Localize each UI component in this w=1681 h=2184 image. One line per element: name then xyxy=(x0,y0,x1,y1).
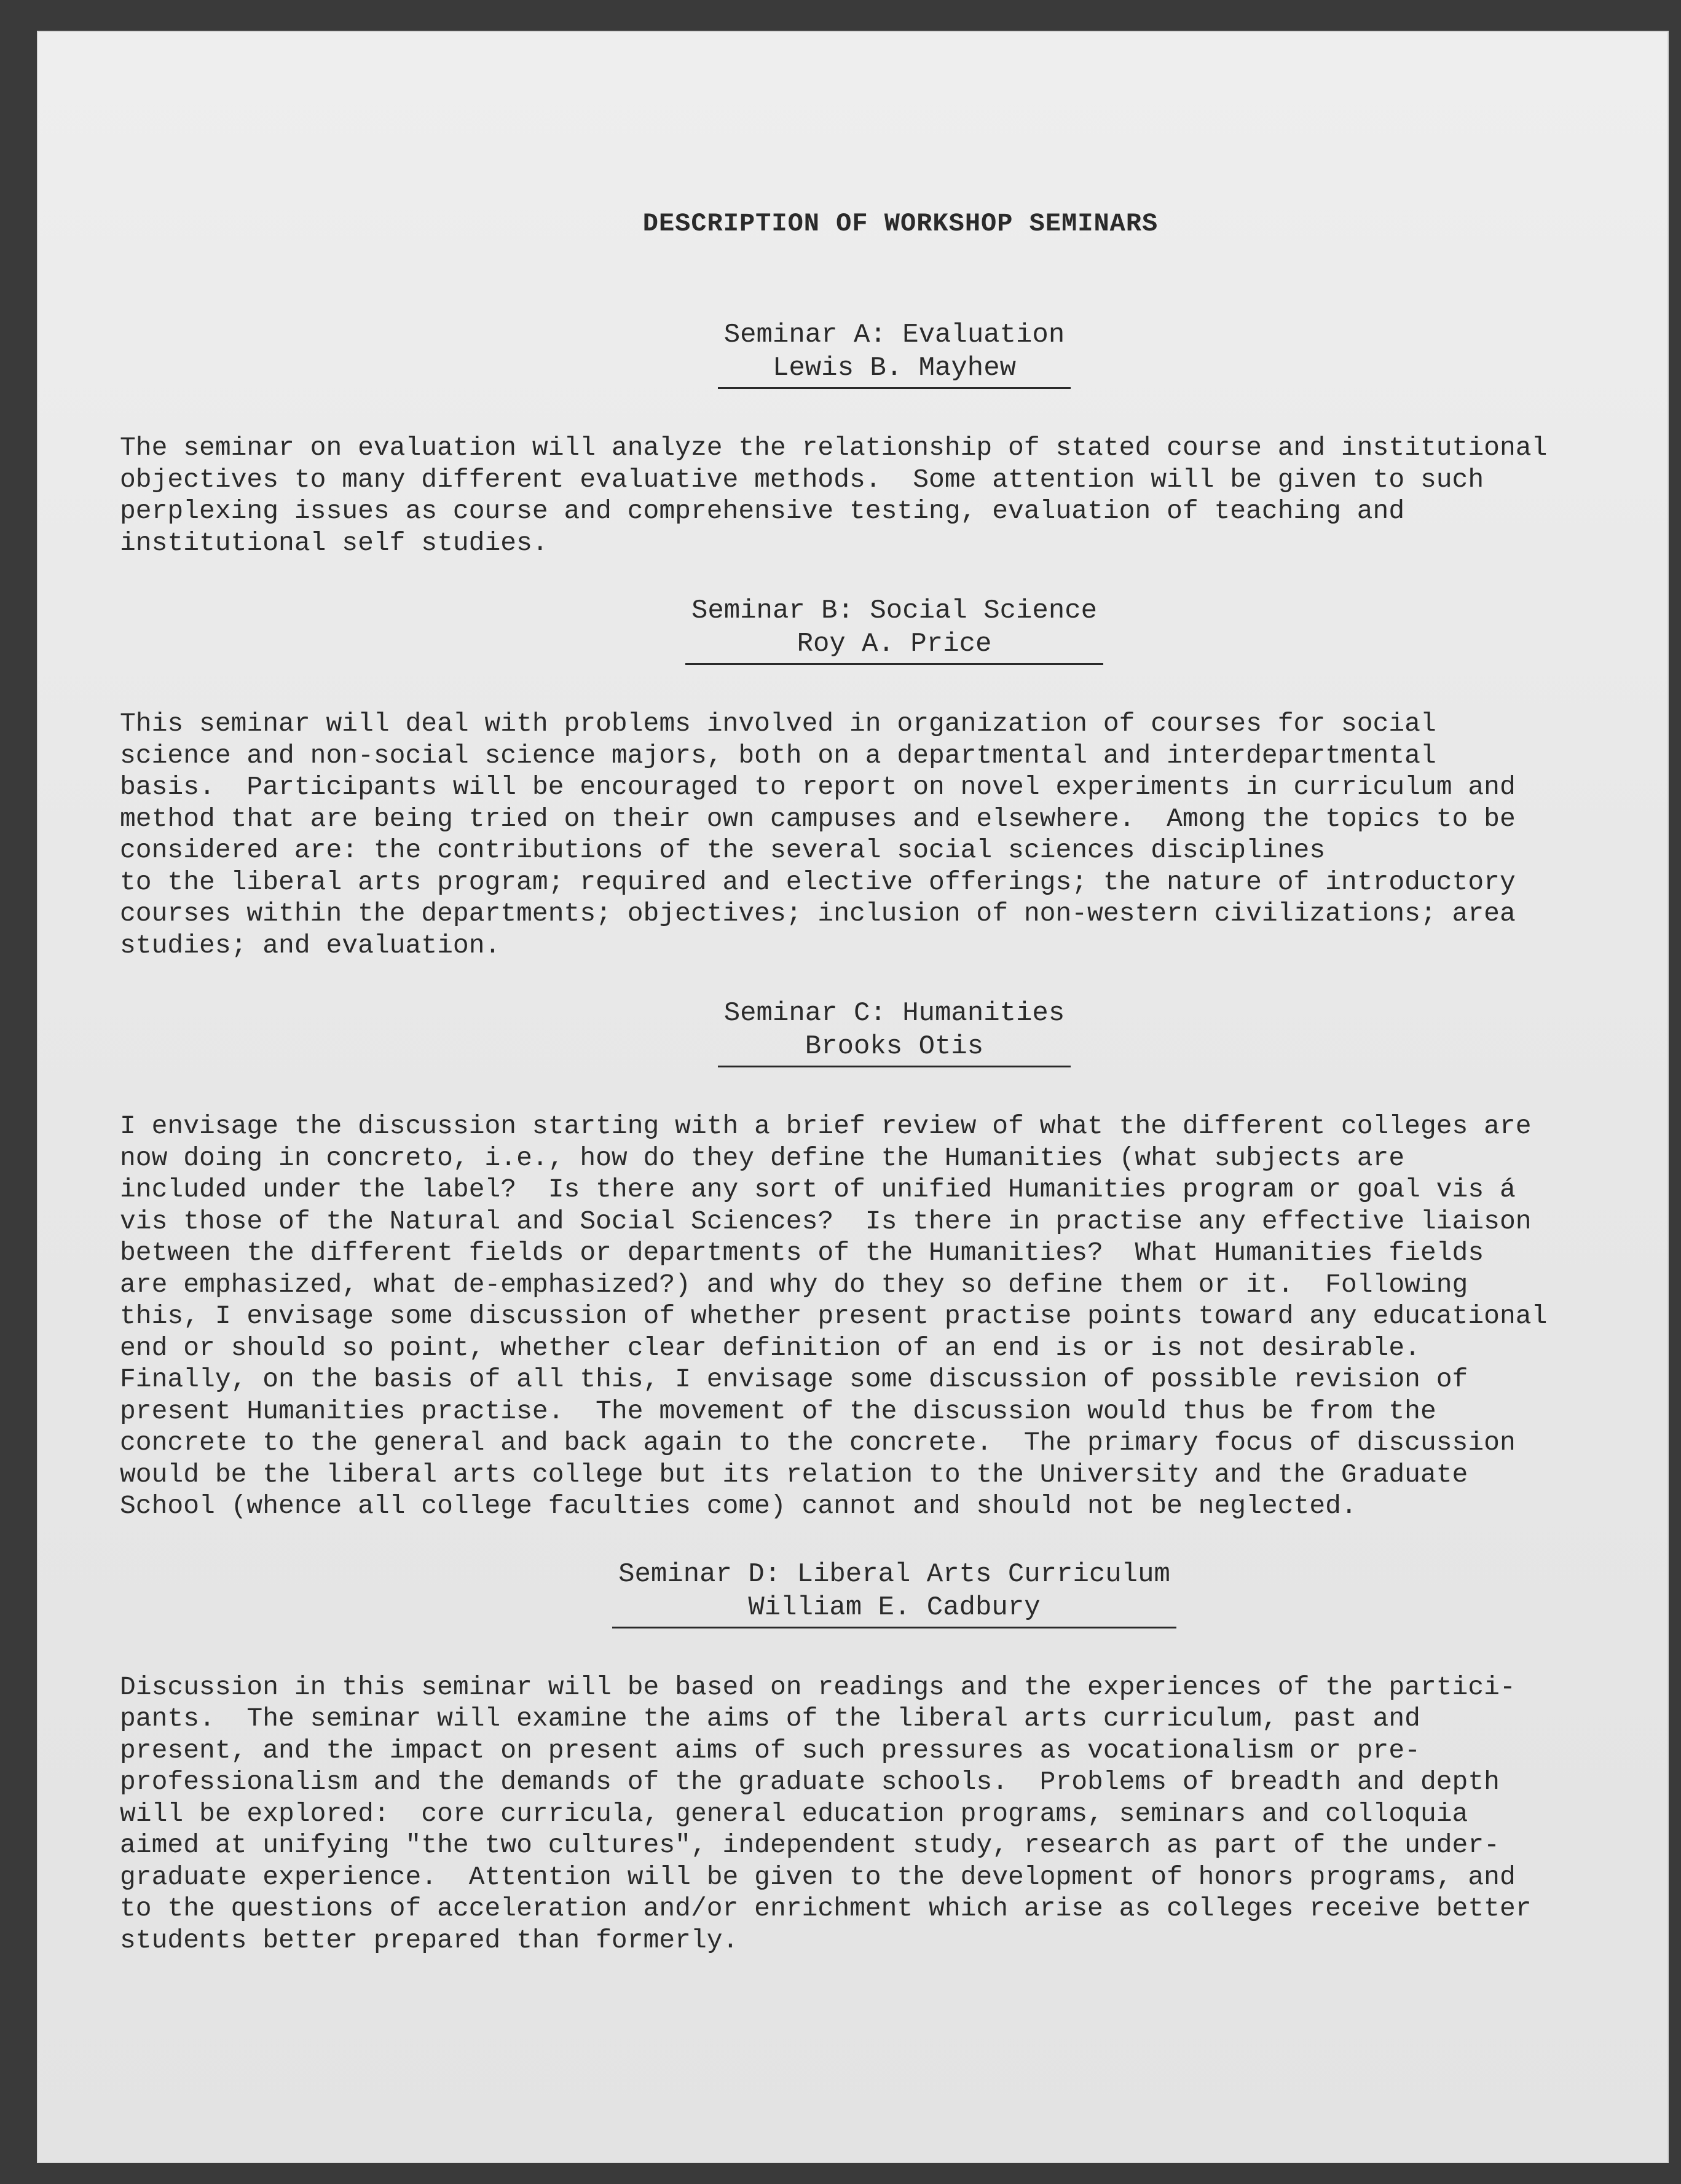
seminar-d-line: Discussion in this seminar will be based on readings and the experiences of the partici- xyxy=(120,1671,1516,1702)
seminar-c-description xyxy=(120,1110,1595,1522)
document-title: DESCRIPTION OF WORKSHOP SEMINARS xyxy=(642,209,1159,238)
seminar-c-line: are emphasized, what de-emphasized?) and why do they so define them or it. Following xyxy=(120,1269,1468,1300)
seminar-c-line: end or should so point, whether clear definition of an end is or is not desirable. xyxy=(120,1332,1420,1363)
seminar-b-heading-group xyxy=(685,594,1103,665)
seminar-c-line: included under the label? Is there any sort of unified Humanities program or goal vis á xyxy=(120,1174,1516,1204)
seminar-d-description xyxy=(120,1671,1595,1957)
seminar-a-title: Seminar A: Evaluation xyxy=(723,320,1065,350)
seminar-d-leader: William E. Cadbury xyxy=(748,1592,1041,1623)
seminar-b-description xyxy=(120,708,1595,961)
seminar-b-title: Seminar B: Social Science xyxy=(691,595,1098,626)
seminar-b-heading-block xyxy=(120,594,1595,665)
seminar-b-line: studies; and evaluation. xyxy=(120,930,501,960)
document-body xyxy=(120,209,1595,1956)
seminar-c-line: would be the liberal arts college but its relation to the University and the Graduate xyxy=(120,1459,1468,1490)
seminar-d-heading-group xyxy=(612,1558,1176,1628)
seminar-d-line: will be explored: core curricula, general education programs, seminars and colloquia xyxy=(120,1798,1468,1829)
seminar-d-line: students better prepared than formerly. xyxy=(120,1925,739,1955)
seminar-a-line: perplexing issues as course and comprehensive testing, evaluation of teaching and xyxy=(120,496,1405,526)
seminar-c-line: School (whence all college faculties come) cannot and should not be neglected. xyxy=(120,1491,1357,1521)
seminar-d-line: to the questions of acceleration and/or enrichment which arise as colleges receive better xyxy=(120,1893,1532,1923)
seminar-a-leader: Lewis B. Mayhew xyxy=(772,353,1017,383)
seminar-b-line: This seminar will deal with problems involved in organization of courses for social xyxy=(120,709,1436,739)
seminar-d-line: present, and the impact on present aims of such pressures as vocationalism or pre- xyxy=(120,1735,1420,1766)
seminar-b-line: to the liberal arts program; required and elective offerings; the nature of introductory xyxy=(120,866,1516,897)
seminar-b-leader: Roy A. Price xyxy=(797,629,992,659)
seminar-d-line: pants. The seminar will examine the aims of the liberal arts curriculum, past and xyxy=(120,1703,1420,1734)
seminar-c-line: I envisage the discussion starting with a brief review of what the different colleges are xyxy=(120,1111,1532,1141)
seminar-d-title: Seminar D: Liberal Arts Curriculum xyxy=(618,1558,1170,1590)
seminar-d-heading-block xyxy=(120,1558,1595,1628)
seminar-a-line: institutional self studies. xyxy=(120,527,548,558)
seminar-b-line: method that are being tried on their own campuses and elsewhere. Among the topics to be xyxy=(120,803,1516,834)
seminar-c-leader: Brooks Otis xyxy=(805,1031,984,1062)
seminar-c-line: now doing in concreto, i.e., how do they define the Humanities (what subjects are xyxy=(120,1142,1405,1173)
seminar-c-line: concrete to the general and back again to the concrete. The primary focus of discussion xyxy=(120,1428,1516,1458)
seminar-c-line: this, I envisage some discussion of whether present practise points toward any educational xyxy=(120,1301,1548,1331)
seminar-c-heading-group xyxy=(718,997,1071,1067)
paper-sheet xyxy=(37,31,1669,2163)
seminar-d-line: professionalism and the demands of the graduate schools. Problems of breadth and depth xyxy=(120,1767,1500,1797)
seminar-d-line: aimed at unifying "the two cultures", independent study, research as part of the under- xyxy=(120,1830,1500,1860)
seminar-c-heading-block xyxy=(120,997,1595,1067)
seminar-b-line: basis. Participants will be encouraged to report on novel experiments in curriculum and xyxy=(120,772,1516,802)
seminar-d-line: graduate experience. Attention will be given to the development of honors programs, and xyxy=(120,1861,1516,1892)
seminar-c-line: present Humanities practise. The movement of the discussion would thus be from the xyxy=(120,1396,1436,1426)
seminar-b-line: courses within the departments; objectives; inclusion of non-western civilizations; area xyxy=(120,898,1516,929)
seminar-a-heading-group xyxy=(718,318,1071,389)
seminar-b-line: considered are: the contributions of the several social sciences disciplines xyxy=(120,835,1326,865)
seminar-a-description xyxy=(120,432,1595,559)
seminar-a-heading-block xyxy=(120,318,1595,389)
seminar-b-line: science and non-social science majors, both on a departmental and interdepartmental xyxy=(120,740,1436,771)
seminar-c-title: Seminar C: Humanities xyxy=(723,998,1065,1029)
seminar-a-line: objectives to many different evaluative methods. Some attention will be given to such xyxy=(120,464,1484,495)
seminar-a-line: The seminar on evaluation will analyze the relationship of stated course and institutional xyxy=(120,433,1548,463)
seminar-c-line: vis those of the Natural and Social Sciences? Is there in practise any effective liaison xyxy=(120,1206,1532,1236)
seminar-c-line: Finally, on the basis of all this, I envisage some discussion of possible revision of xyxy=(120,1364,1468,1394)
seminar-c-line: between the different fields or departments of the Humanities? What Humanities fields xyxy=(120,1238,1484,1268)
